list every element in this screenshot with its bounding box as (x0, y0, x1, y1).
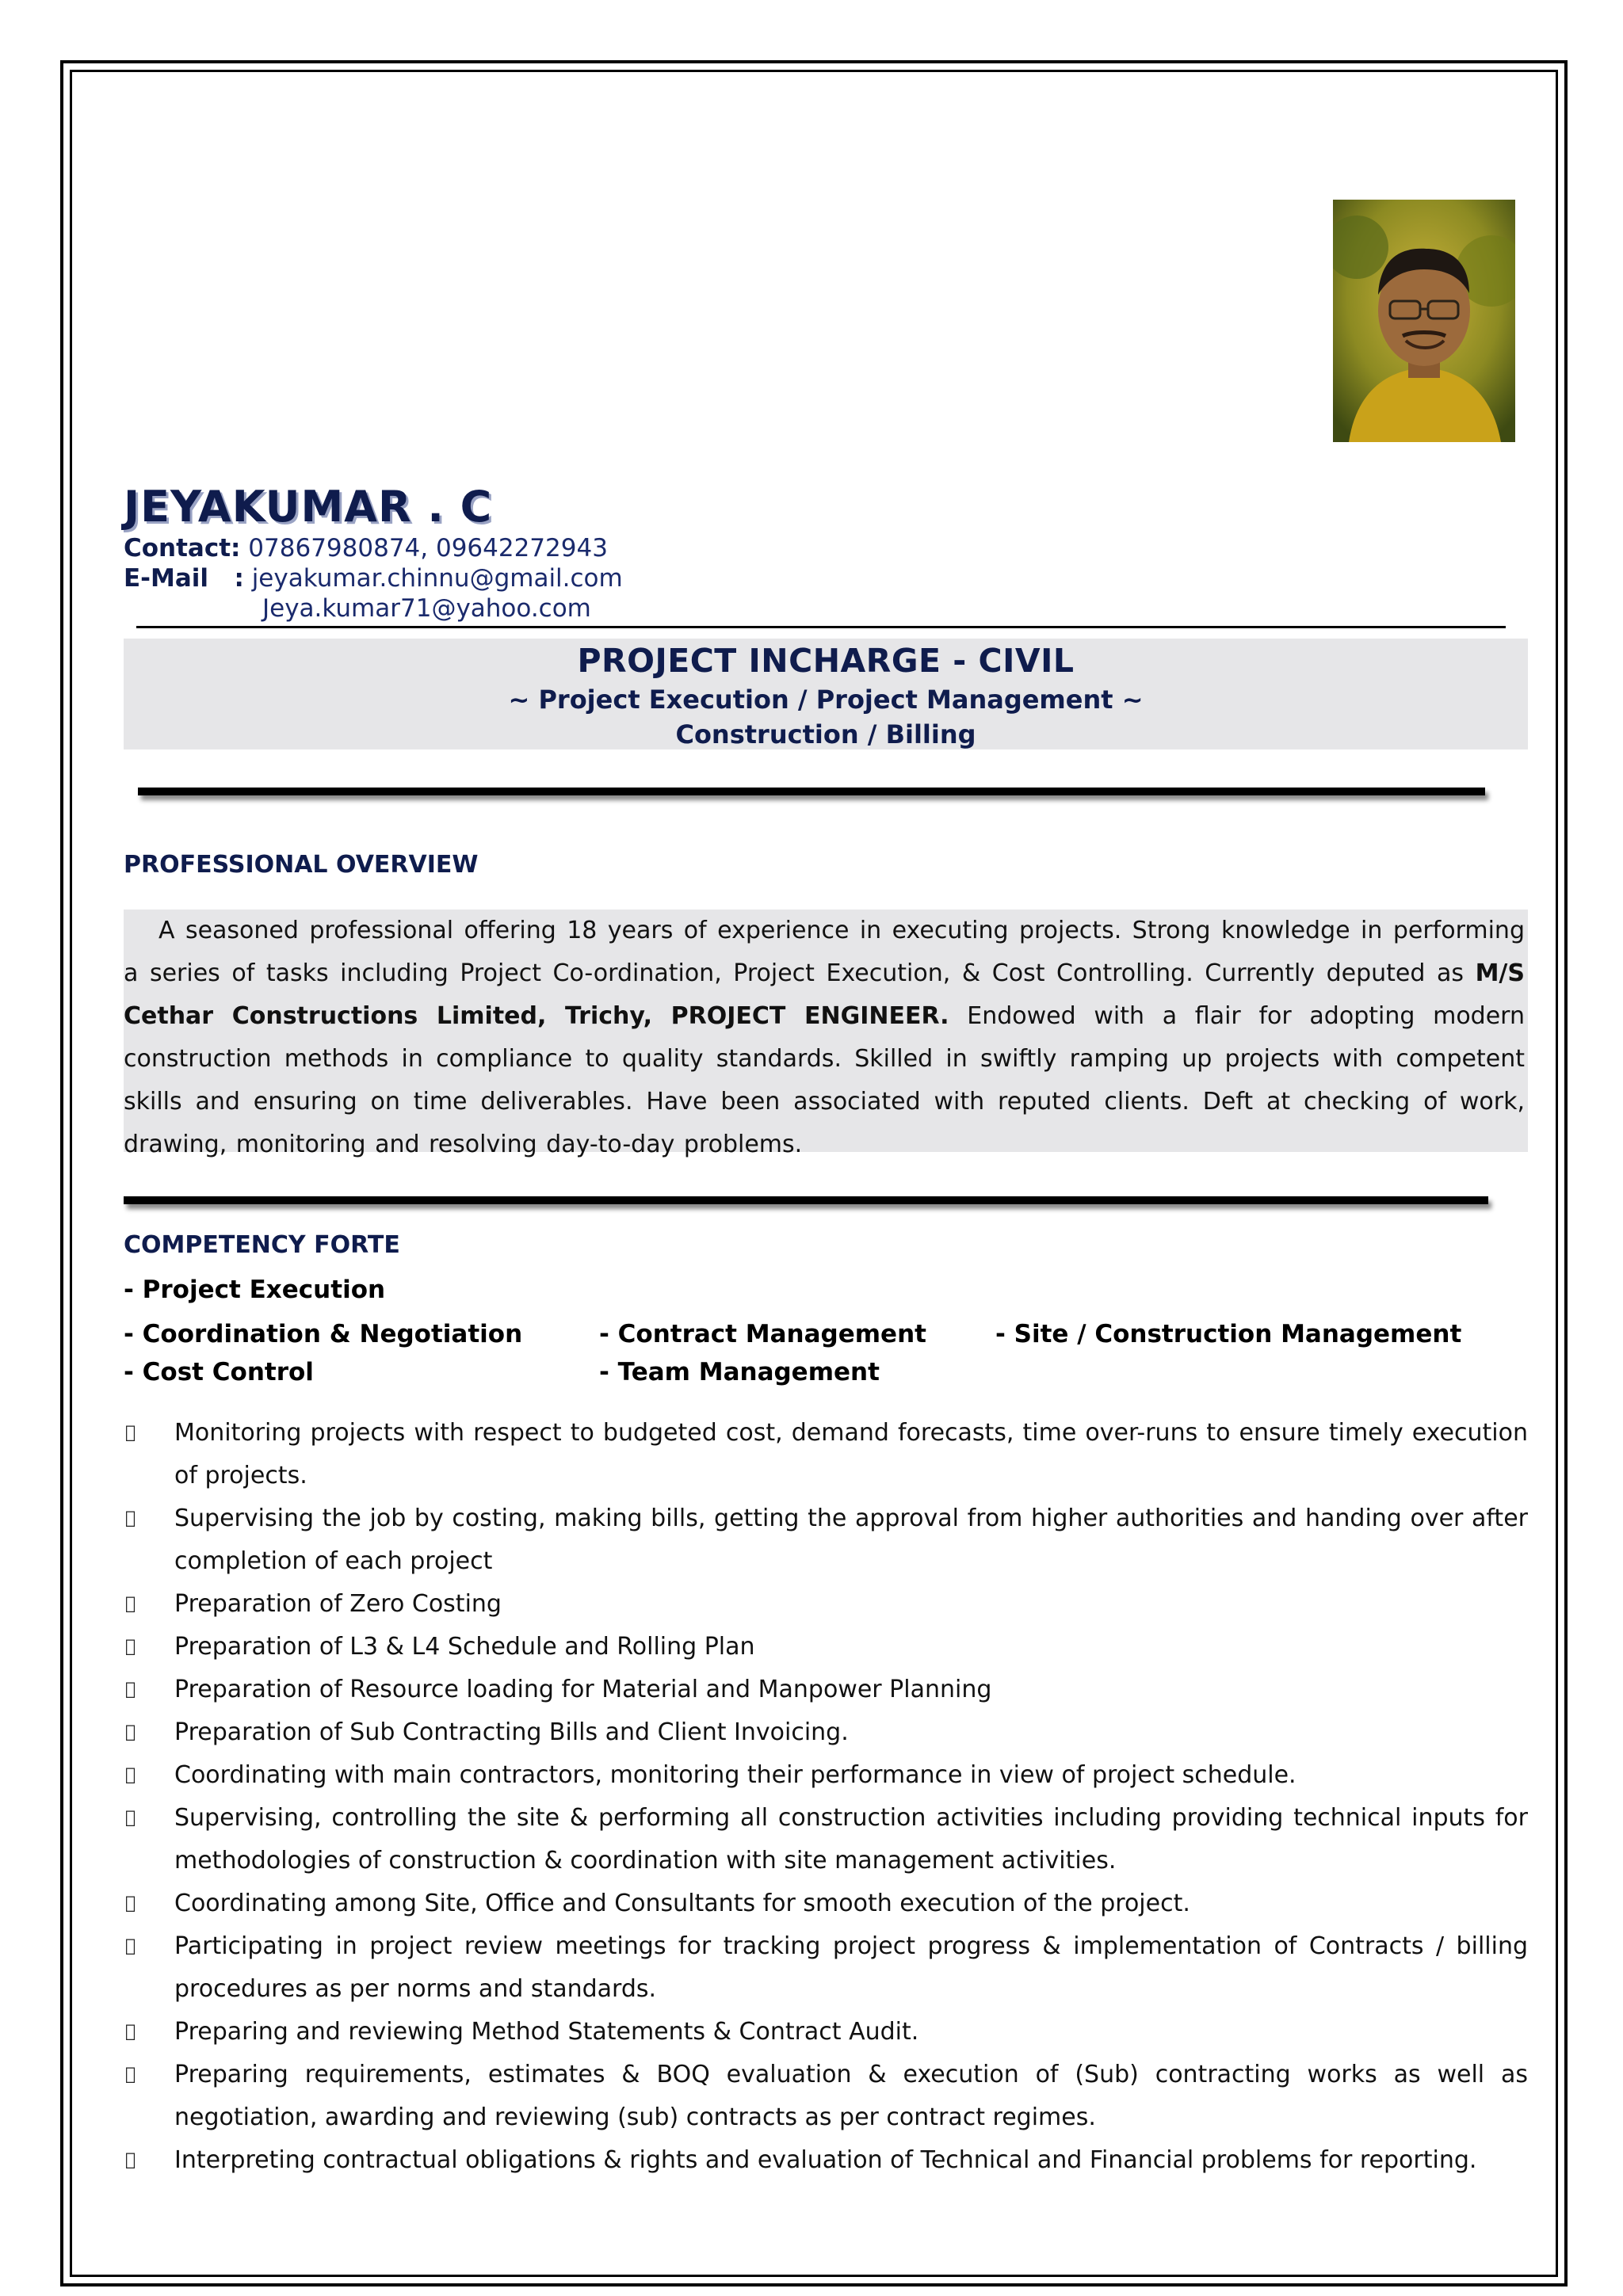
list-item (124, 2011, 1528, 2054)
bullet-icon (125, 1583, 136, 1626)
list-item (124, 1711, 1528, 1754)
bullet-icon (125, 1882, 136, 1925)
list-item-text: Preparation of L3 & L4 Schedule and Rolling Plan (174, 1633, 755, 1661)
competency-item: - Team Management (599, 1358, 880, 1386)
candidate-name: JEYAKUMAR . C (124, 482, 493, 532)
competency-item: - Coordination & Negotiation (124, 1320, 523, 1348)
bullet-icon (125, 1754, 136, 1797)
list-item-text: Supervising, controlling the site & performing all construction activities including providing technical inputs for methodologies of construction & coordination with site management activities. (174, 1804, 1528, 1875)
bullet-icon (125, 1711, 136, 1754)
overview-box (124, 910, 1528, 1158)
competency-item: - Cost Control (124, 1358, 314, 1386)
list-item-text: Monitoring projects with respect to budgeted cost, demand forecasts, time over-runs to ensure timely execution of projects. (174, 1419, 1528, 1489)
list-item-text: Interpreting contractual obligations & rights and evaluation of Technical and Financial problems for reporting. (174, 2146, 1477, 2174)
list-item (124, 1797, 1528, 1882)
job-subtitle: ~ Project Execution / Project Management ~ (508, 685, 1144, 715)
list-item-text: Preparing and reviewing Method Statements & Contract Audit. (174, 2018, 919, 2046)
header-divider (136, 626, 1506, 628)
email-line (124, 564, 623, 593)
competency-item: - Contract Management (599, 1320, 926, 1348)
bullet-icon (125, 1497, 136, 1540)
bullet-icon (125, 2139, 136, 2182)
contact-label: Contact: (124, 534, 241, 563)
bullet-icon (125, 2011, 136, 2054)
job-title: PROJECT INCHARGE - CIVIL (577, 642, 1075, 680)
contact-phone: 07867980874, 09642272943 (240, 534, 608, 563)
bullet-icon (125, 1669, 136, 1711)
list-item (124, 2139, 1528, 2182)
list-item-text: Coordinating with main contractors, monitoring their performance in view of project schedule. (174, 1761, 1296, 1789)
email-primary: jeyakumar.chinnu@gmail.com (243, 564, 623, 593)
contact-line (124, 534, 608, 563)
list-item (124, 1626, 1528, 1669)
list-item (124, 1583, 1528, 1626)
overview-heading: PROFESSIONAL OVERVIEW (124, 851, 479, 879)
title-banner (124, 639, 1528, 749)
overview-text-2: Endowed with a flair for adopting modern construction methods in compliance to quality standards. Skilled in swiftly ramping up projects with competent skills and ensuring on time deliverables. Have been associated with reputed clients. Deft at checking of work, drawing, monitoring and resolving day-to-day problems. (124, 1002, 1525, 1158)
overview-bold-text: M/S Cethar Constructions Limited, Trichy, PROJECT ENGINEER. (124, 959, 1525, 1030)
list-item-text: Coordinating among Site, Office and Consultants for smooth execution of the project. (174, 1890, 1190, 1917)
list-item-text: Participating in project review meetings for tracking project progress & implementation of Contracts / billing procedures as per norms and standards. (174, 1932, 1528, 2003)
list-item-text: Preparation of Resource loading for Material and Manpower Planning (174, 1676, 992, 1703)
competency-item: - Site / Construction Management (995, 1320, 1462, 1348)
list-item (124, 2054, 1528, 2139)
portrait-image (1333, 200, 1515, 442)
section-divider (138, 788, 1485, 795)
competency-item: - Project Execution (124, 1276, 386, 1304)
list-item (124, 1412, 1528, 1497)
bullet-icon (125, 1626, 136, 1669)
list-item (124, 1497, 1528, 1583)
bullet-icon (125, 1797, 136, 1840)
list-item-text: Preparing requirements, estimates & BOQ evaluation & execution of (Sub) contracting works as well as negotiation, awarding and reviewing (sub) contracts as per contract regimes. (174, 2061, 1528, 2131)
list-item (124, 1882, 1528, 1925)
bullet-icon (125, 2054, 136, 2096)
email-secondary: Jeya.kumar71@yahoo.com (262, 594, 591, 623)
list-item-text: Supervising the job by costing, making bills, getting the approval from higher authorities and handing over after completion of each project (174, 1505, 1528, 1575)
overview-paragraph (124, 910, 1528, 1166)
section-divider (124, 1196, 1488, 1204)
email-label: E-Mail : (124, 564, 244, 593)
bullet-icon (125, 1412, 136, 1455)
bullet-icon (125, 1925, 136, 1968)
list-item-text: Preparation of Zero Costing (174, 1590, 502, 1618)
profile-photo (1333, 200, 1515, 442)
list-item-text: Preparation of Sub Contracting Bills and Client Invoicing. (174, 1718, 849, 1746)
list-item (124, 1925, 1528, 2011)
job-subtitle-2: Construction / Billing (675, 719, 976, 749)
list-item (124, 1669, 1528, 1711)
competency-heading: COMPETENCY FORTE (124, 1231, 400, 1259)
overview-text-1: A seasoned professional offering 18 years of experience in executing projects. Strong knowledge in performing a series of tasks including Project Co-ordination, Project Execution, & Cost Controlling. Currently deputed as (124, 917, 1525, 987)
list-item (124, 1754, 1528, 1797)
responsibility-list (124, 1412, 1528, 2182)
